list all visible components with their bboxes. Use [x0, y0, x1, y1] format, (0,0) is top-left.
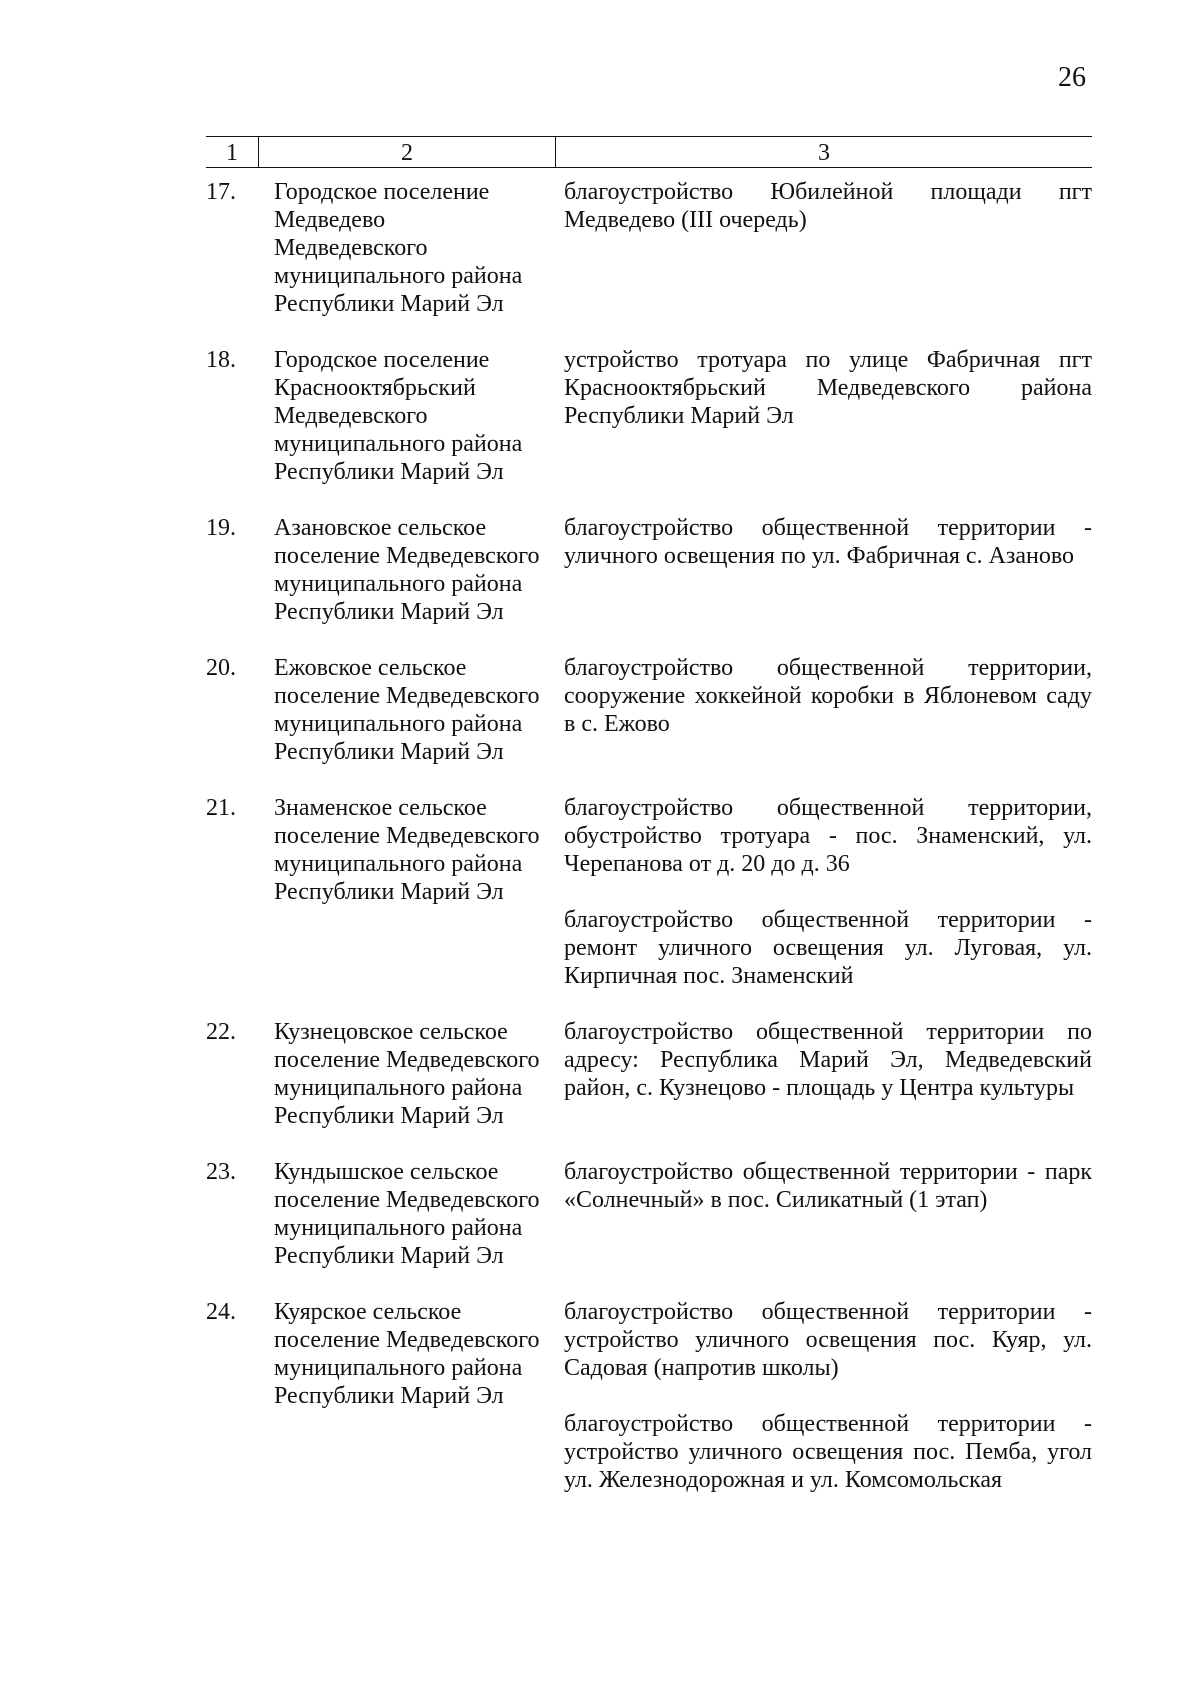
- municipality-name-line: поселение Медведевского: [274, 543, 540, 569]
- municipality-name-line: Городское поселение: [274, 179, 490, 205]
- table-row: [206, 1298, 1092, 1494]
- municipality-name-line: Знаменское сельское: [274, 795, 487, 821]
- project-item: благоустройство общественной территории - уличного освещения по ул. Фабричная с. Азаново: [564, 515, 1092, 569]
- project-item: благоустройство общественной территории - устройство уличного освещения пос. Пемба, угол ул. Железнодорожная и ул. Комсомольская: [564, 1411, 1092, 1493]
- column-header-2: 2: [259, 137, 556, 168]
- row-number: 19.: [206, 515, 236, 541]
- municipality-name: [250, 1298, 546, 1494]
- municipality-name: [250, 178, 546, 318]
- row-number: 22.: [206, 1019, 236, 1045]
- municipality-name-line: поселение Медведевского: [274, 1327, 540, 1353]
- municipality-name-line: Республики Марий Эл: [274, 1103, 504, 1129]
- municipality-name-line: Медведевского: [274, 403, 428, 429]
- project-item: благоустройство общественной территории - парк «Солнечный» в пос. Силикатный (1 этап): [564, 1159, 1092, 1213]
- municipality-name-line: муниципального района: [274, 1075, 523, 1101]
- table-row: [206, 1018, 1092, 1130]
- table-row: [206, 178, 1092, 318]
- project-item: благоустройство общественной территории, сооружение хоккейной коробки в Яблоневом саду в с. Ежово: [564, 655, 1092, 737]
- municipality-name: [250, 1158, 546, 1270]
- column-header-table: [206, 136, 1092, 168]
- row-number: 20.: [206, 655, 236, 681]
- project-description: [546, 794, 1092, 990]
- column-header-3: 3: [556, 137, 1093, 168]
- municipality-name-line: муниципального района: [274, 1355, 523, 1381]
- municipality-name-line: Медведевского: [274, 235, 428, 261]
- municipality-name-line: поселение Медведевского: [274, 1047, 540, 1073]
- project-item: благоустройство общественной территории по адресу: Республика Марий Эл, Медведевский район, с. Кузнецово - площадь у Центра культуры: [564, 1019, 1092, 1101]
- project-item: благоустройство общественной территории - ремонт уличного освещения ул. Луговая, ул. Кирпичная пос. Знаменский: [564, 907, 1092, 989]
- table-row: [206, 1158, 1092, 1270]
- project-item: благоустройство Юбилейной площади пгт Медведево (III очередь): [564, 179, 1092, 233]
- municipality-name-line: Республики Марий Эл: [274, 599, 504, 625]
- municipality-name-line: Республики Марий Эл: [274, 879, 504, 905]
- municipality-name: [250, 514, 546, 626]
- municipality-name-line: муниципального района: [274, 711, 523, 737]
- municipality-name-line: поселение Медведевского: [274, 823, 540, 849]
- municipality-name-line: Ежовское сельское: [274, 655, 467, 681]
- municipality-name-line: Кузнецовское сельское: [274, 1019, 508, 1045]
- municipality-name: [250, 1018, 546, 1130]
- municipality-name-line: Краснооктябрьский: [274, 375, 476, 401]
- project-description: [546, 346, 1092, 486]
- page-number: 26: [1058, 62, 1086, 93]
- municipality-name-line: муниципального района: [274, 1215, 523, 1241]
- municipality-name-line: Куярское сельское: [274, 1299, 462, 1325]
- project-description: [546, 654, 1092, 766]
- municipality-name-line: Городское поселение: [274, 347, 490, 373]
- row-number: 23.: [206, 1159, 236, 1185]
- row-number: 24.: [206, 1299, 236, 1325]
- project-description: [546, 514, 1092, 626]
- municipality-name-line: муниципального района: [274, 263, 523, 289]
- municipality-name-line: Республики Марий Эл: [274, 459, 504, 485]
- municipality-name-line: Азановское сельское: [274, 515, 487, 541]
- project-description: [546, 178, 1092, 318]
- municipality-name-line: поселение Медведевского: [274, 683, 540, 709]
- table-body: [206, 178, 1092, 1522]
- municipality-name-line: Республики Марий Эл: [274, 739, 504, 765]
- municipality-name: [250, 346, 546, 486]
- municipality-name-line: Республики Марий Эл: [274, 1243, 504, 1269]
- municipality-name: [250, 794, 546, 990]
- municipality-name-line: Кундышское сельское: [274, 1159, 499, 1185]
- project-item: благоустройство общественной территории, обустройство тротуара - пос. Знаменский, ул. Черепанова от д. 20 до д. 36: [564, 795, 1092, 877]
- column-header-1: 1: [206, 137, 259, 168]
- row-number: 18.: [206, 347, 236, 373]
- project-description: [546, 1158, 1092, 1270]
- project-item: благоустройство общественной территории - устройство уличного освещения пос. Куяр, ул. Садовая (напротив школы): [564, 1299, 1092, 1381]
- row-number: 17.: [206, 179, 236, 205]
- municipality-name: [250, 654, 546, 766]
- municipality-name-line: Республики Марий Эл: [274, 291, 504, 317]
- table-row: [206, 514, 1092, 626]
- table-row: [206, 346, 1092, 486]
- municipality-name-line: муниципального района: [274, 571, 523, 597]
- municipality-name-line: муниципального района: [274, 431, 523, 457]
- project-description: [546, 1018, 1092, 1130]
- municipality-name-line: муниципального района: [274, 851, 523, 877]
- column-header-row: [206, 137, 1092, 168]
- table-row: [206, 654, 1092, 766]
- row-number: 21.: [206, 795, 236, 821]
- table-row: [206, 794, 1092, 990]
- municipality-name-line: Республики Марий Эл: [274, 1383, 504, 1409]
- municipality-name-line: поселение Медведевского: [274, 1187, 540, 1213]
- project-description: [546, 1298, 1092, 1494]
- project-item: устройство тротуара по улице Фабричная пгт Краснооктябрьский Медведевского района Республики Марий Эл: [564, 347, 1092, 429]
- municipality-name-line: Медведево: [274, 207, 386, 233]
